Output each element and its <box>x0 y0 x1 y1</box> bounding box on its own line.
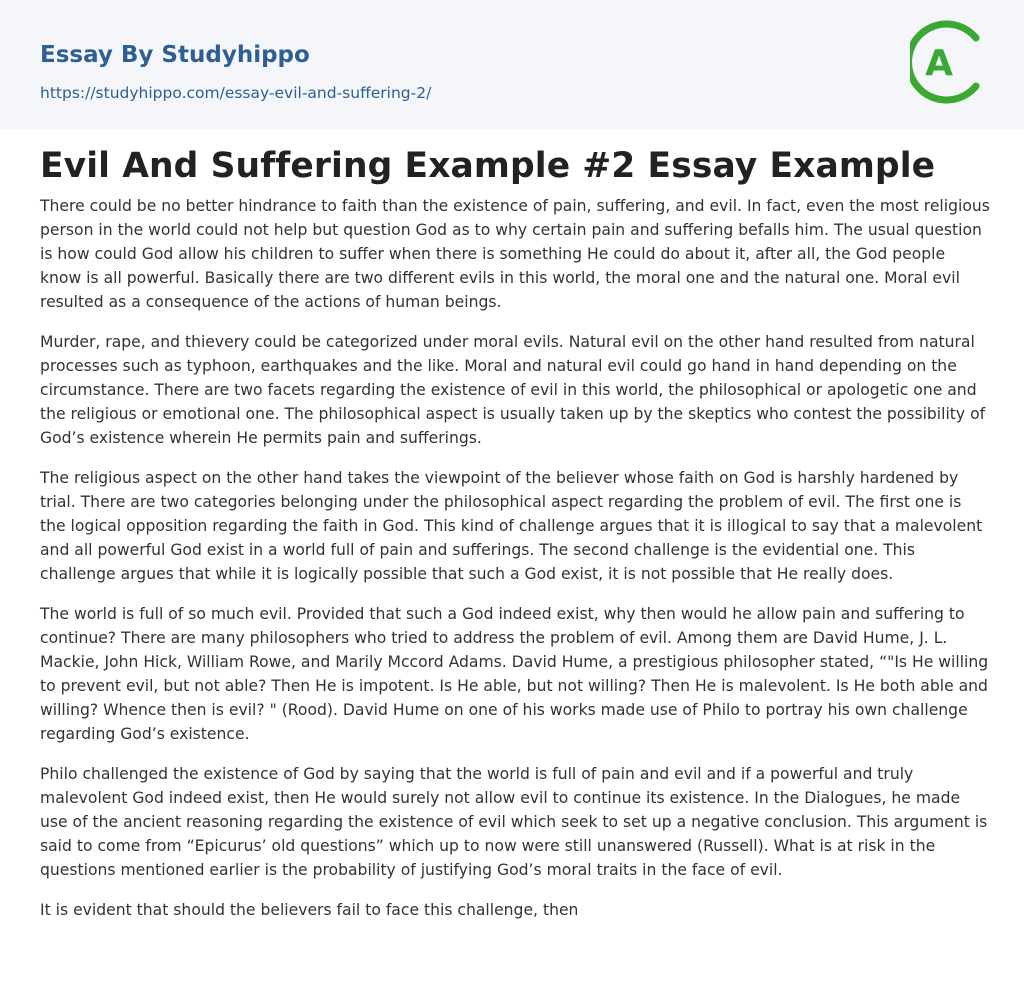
essay-paragraph: There could be no better hindrance to faith than the existence of pain, suffering, and evil. In fact, even the most religious person in the world could not help but question God as to why certain pain and suffering befalls him. The usual question is how could God allow his children to suffer when there is something He could do about it, after all, the God people know is all powerful. Basically there are two different evils in this world, the moral one and the natural one. Moral evil resulted as a consequence of the actions of human beings. <box>40 197 990 311</box>
source-url-link[interactable]: https://studyhippo.com/essay-evil-and-suffering-2/ <box>40 84 432 102</box>
essay-paragraph: Philo challenged the existence of God by saying that the world is full of pain and evil and if a powerful and truly malevolent God indeed exist, then He would surely not allow evil to continue its existence. In the Dialogues, he made use of the ancient reasoning regarding the existence of evil which seek to set up a negative conclusion. This argument is said to come from “Epicurus’ old questions” which up to now were still unanswered (Russell). What is at risk in the questions mentioned earlier is the probability of justifying God’s moral traits in the face of evil. <box>40 765 988 879</box>
essay-paragraph: Murder, rape, and thievery could be categorized under moral evils. Natural evil on the other hand resulted from natural processes such as typhoon, earthquakes and the like. Moral and natural evil could go hand in hand depending on the circumstance. There are two facets regarding the existence of evil in this world, the philosophical or apologetic one and the religious or emotional one. The philosophical aspect is usually taken up by the skeptics who contest the possibility of God’s existence wherein He permits pain and sufferings. <box>40 333 986 447</box>
logo-letter: A <box>925 43 953 84</box>
essay-title: Evil And Suffering Example #2 Essay Example <box>40 146 936 186</box>
essay-body <box>40 194 990 938</box>
essay-paragraph: It is evident that should the believers fail to face this challenge, then <box>40 901 579 919</box>
brand-title[interactable]: Essay By Studyhippo <box>40 42 310 68</box>
essay-paragraph: The religious aspect on the other hand takes the viewpoint of the believer whose faith on God is harshly hardened by trial. There are two categories belonging under the philosophical aspect regarding the problem of evil. The first one is the logical opposition regarding the faith in God. This kind of challenge argues that it is illogical to say that a malevolent and all powerful God exist in a world full of pain and sufferings. The second challenge is the evidential one. This challenge argues that while it is logically possible that such a God exist, it is not possible that He really does. <box>40 469 983 583</box>
essay-paragraph: The world is full of so much evil. Provided that such a God indeed exist, why then would he allow pain and suffering to continue? There are many philosophers who tried to address the problem of evil. Among them are David Hume, J. L. Mackie, John Hick, William Rowe, and Marily Mccord Adams. David Hume, a prestigious philosopher stated, “"Is He willing to prevent evil, but not able? Then He is impotent. Is He able, but not willing? Then He is malevolent. Is He both able and willing? Whence then is evil? " (Rood). David Hume on one of his works made use of Philo to portray his own challenge regarding God’s existence. <box>40 605 989 743</box>
